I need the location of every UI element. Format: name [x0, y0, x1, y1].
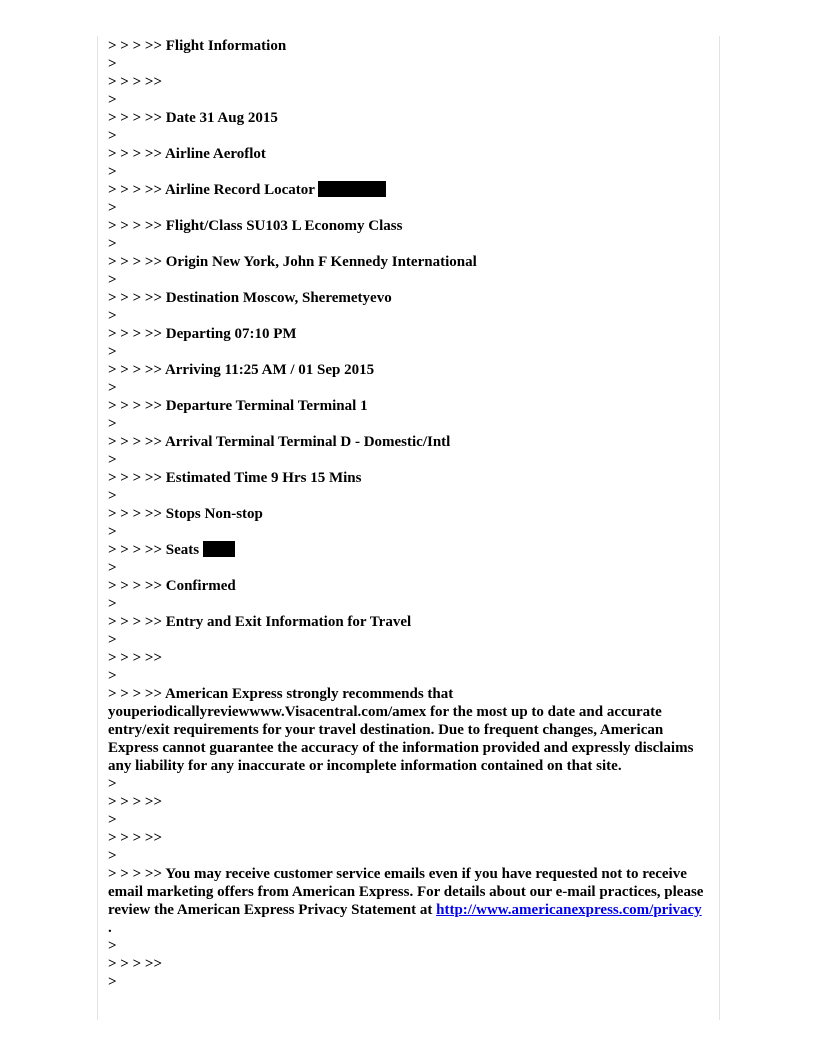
arrival-terminal-value: Terminal D - Domestic/Intl	[278, 434, 451, 450]
quote-line: >	[108, 92, 117, 108]
empty-prefix-line: > > > >>	[108, 830, 162, 846]
quote-line: >	[108, 128, 117, 144]
estimated-time-value: 9 Hrs 15 Mins	[271, 470, 362, 486]
departing-line: > > > >> Departing 07:10 PM	[108, 326, 297, 342]
departure-terminal-label: Departure Terminal	[165, 398, 295, 414]
stops-value: Non-stop	[204, 506, 263, 522]
airline-line: > > > >> Airline Aeroflot	[108, 146, 266, 162]
quote-line: >	[108, 560, 117, 576]
quote-line: >	[108, 812, 117, 828]
flight-class-value: SU103 L Economy Class	[246, 218, 403, 234]
record-locator-line: > > > >> Airline Record Locator	[108, 181, 708, 199]
estimated-time-label: Estimated Time	[165, 470, 268, 486]
record-locator-redaction	[318, 181, 386, 197]
stops-label: Stops	[165, 506, 201, 522]
seats-line: > > > >> Seats	[108, 541, 708, 559]
departure-terminal-value: Terminal 1	[297, 398, 368, 414]
quote-line: >	[108, 416, 117, 432]
flight-class-line: > > > >> Flight/Class SU103 L Economy Class	[108, 218, 403, 234]
arrival-terminal-line: > > > >> Arrival Terminal Terminal D - Domestic/Intl	[108, 434, 451, 450]
quote-line: >	[108, 974, 117, 990]
right-frame-border	[719, 36, 720, 1020]
flight-info-heading: Flight Information	[165, 38, 287, 54]
status-line: > > > >> Confirmed	[108, 578, 236, 594]
arriving-line: > > > >> Arriving 11:25 AM / 01 Sep 2015	[108, 362, 375, 378]
entry-exit-heading-line: > > > >> Entry and Exit Information for Travel	[108, 614, 412, 630]
privacy-notice-text: You may receive customer service emails even if you have requested not to receive email marketing offers from American Express. For details about our e-mail practices, please review the American Express Privacy Statement at	[108, 866, 704, 918]
arriving-value: 11:25 AM / 01 Sep 2015	[224, 362, 375, 378]
destination-label: Destination	[165, 290, 240, 306]
departing-label: Departing	[165, 326, 231, 342]
stops-line: > > > >> Stops Non-stop	[108, 506, 263, 522]
entry-exit-notice-text: American Express strongly recommends that youperiodicallyreviewwww.Visacentral.com/amex for the most up to date and accurate entry/exit requirements for your travel destination. Due to frequent changes, American Express cannot guarantee the accuracy of the information provided and expressly disclaims any liability for any inaccurate or incomplete information contained on that site.	[108, 686, 694, 774]
seats-redaction	[203, 541, 235, 557]
airline-label: Airline	[164, 146, 210, 162]
privacy-link[interactable]: http://www.americanexpress.com/privacy	[436, 902, 702, 918]
quote-line: >	[108, 938, 117, 954]
quote-line: >	[108, 524, 117, 540]
quote-line: >	[108, 380, 117, 396]
quote-line: >	[108, 632, 117, 648]
departure-terminal-line: > > > >> Departure Terminal Terminal 1	[108, 398, 368, 414]
entry-exit-heading: Entry and Exit Information for Travel	[165, 614, 412, 630]
quote-line: >	[108, 848, 117, 864]
arriving-label: Arriving	[164, 362, 221, 378]
origin-line: > > > >> Origin New York, John F Kennedy International	[108, 254, 477, 270]
quote-line: >	[108, 452, 117, 468]
quote-line: >	[108, 164, 117, 180]
empty-prefix-line: > > > >>	[108, 74, 162, 90]
date-value: 31 Aug 2015	[199, 110, 278, 126]
airline-value: Aeroflot	[212, 146, 266, 162]
quote-line: >	[108, 776, 117, 792]
quote-line: >	[108, 236, 117, 252]
record-locator-label: Airline Record Locator	[164, 182, 315, 198]
quote-line: >	[108, 200, 117, 216]
origin-value: New York, John F Kennedy International	[212, 254, 477, 270]
destination-line: > > > >> Destination Moscow, Sheremetyevo	[108, 290, 392, 306]
origin-label: Origin	[165, 254, 209, 270]
quote-line: >	[108, 344, 117, 360]
quote-line: >	[108, 56, 117, 72]
date-line: > > > >> Date 31 Aug 2015	[108, 110, 278, 126]
estimated-time-line: > > > >> Estimated Time 9 Hrs 15 Mins	[108, 470, 362, 486]
destination-value: Moscow, Sheremetyevo	[242, 290, 392, 306]
empty-prefix-line: > > > >>	[108, 794, 162, 810]
email-body	[108, 37, 708, 991]
status-value: Confirmed	[165, 578, 236, 594]
quote-line: >	[108, 668, 117, 684]
quote-line: >	[108, 272, 117, 288]
empty-prefix-line: > > > >>	[108, 650, 162, 666]
seats-label: Seats	[165, 542, 200, 558]
privacy-notice: > > > >> You may receive customer service emails even if you have requested not to receive email marketing offers from American Express. For details about our e-mail practices, please review the American Express Privacy Statement at http://www.americanexpress.com/privacy .	[108, 866, 704, 936]
arrival-terminal-label: Arrival Terminal	[164, 434, 275, 450]
flight-info-heading-line: > > > >> Flight Information	[108, 38, 287, 54]
entry-exit-notice: > > > >> American Express strongly recommends that youperiodicallyreviewwww.Visacentral.com/amex for the most up to date and accurate entry/exit requirements for your travel destination. Due to frequent changes, American Express cannot guarantee the accuracy of the information provided and expressly disclaims any liability for any inaccurate or incomplete information contained on that site.	[108, 686, 694, 774]
empty-prefix-line: > > > >>	[108, 956, 162, 972]
quote-line: >	[108, 488, 117, 504]
quote-line: >	[108, 308, 117, 324]
privacy-trailing: .	[108, 920, 112, 936]
quote-line: >	[108, 596, 117, 612]
flight-class-label: Flight/Class	[165, 218, 243, 234]
departing-value: 07:10 PM	[234, 326, 297, 342]
left-frame-border	[97, 36, 98, 1020]
date-label: Date	[165, 110, 196, 126]
